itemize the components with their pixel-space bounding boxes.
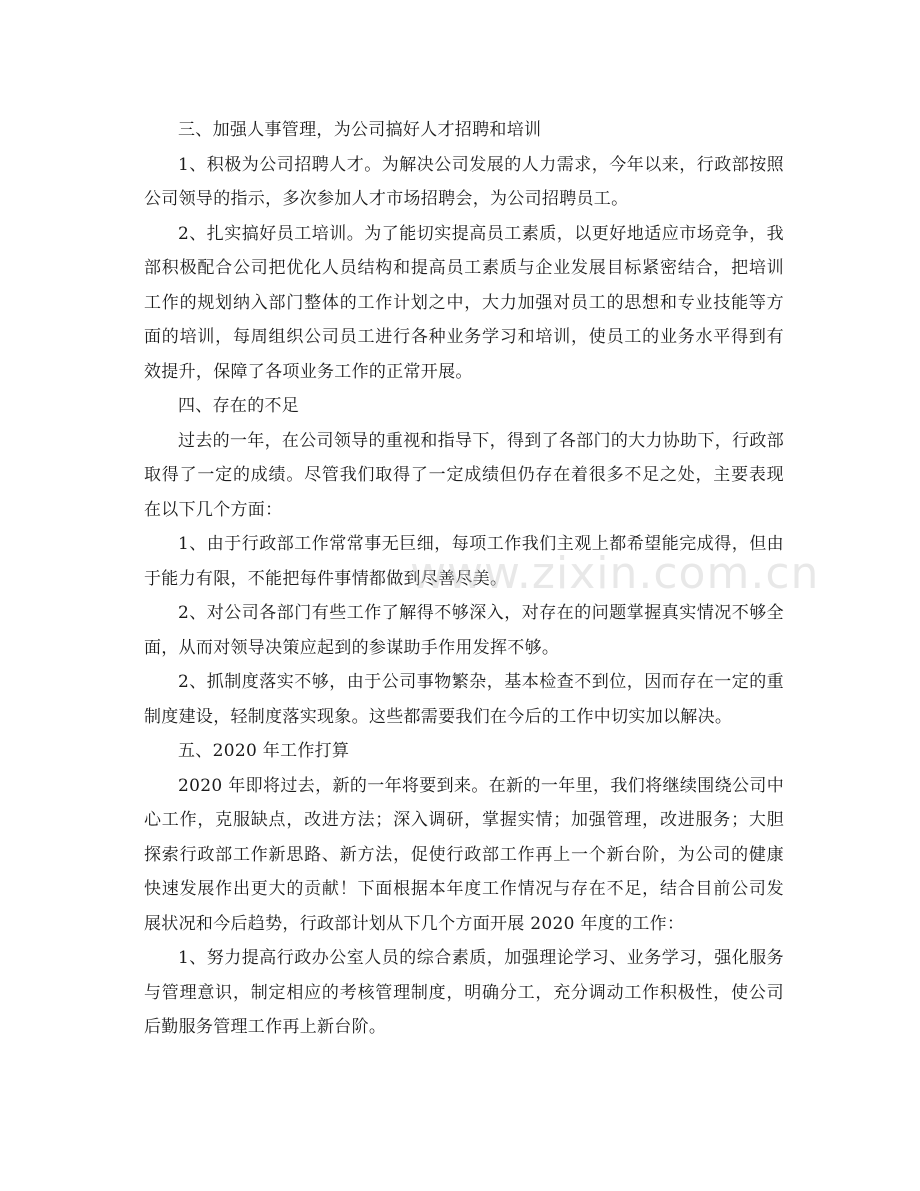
paragraph-shortcoming-1: 1、由于行政部工作常常事无巨细，每项工作我们主观上都希望能完成得，但由于能力有限，不能把每件事情都做到尽善尽美。 (144, 534, 784, 589)
paragraph-training: 2、扎实搞好员工培训。为了能切实提高员工素质，以更好地适应市场竞争，我部积极配合公司把优化人员结构和提高员工素质与企业发展目标紧密结合，把培训工作的规划纳入部门整体的工作计划之中，大力加强对员工的思想和专业技能等方面的培训，每周组织公司员工进行各种业务学习和培训，使员工的业务水平得到有效提升，保障了各项业务工作的正常开展。 (144, 223, 784, 382)
section-heading-personnel: 三、加强人事管理，为公司搞好人才招聘和培训 (178, 120, 542, 140)
paragraph-shortcoming-2: 2、对公司各部门有些工作了解得不够深入，对存在的问题掌握真实情况不够全面，从而对领导决策应起到的参谋助手作用发挥不够。 (144, 603, 784, 658)
section-heading-shortcomings: 四、存在的不足 (178, 396, 300, 416)
paragraph-shortcomings-intro: 过去的一年，在公司领导的重视和指导下，得到了各部门的大力协助下，行政部取得了一定的成绩。尽管我们取得了一定成绩但仍存在着很多不足之处，主要表现在以下几个方面： (144, 430, 784, 520)
section-heading-plan: 五、2020 年工作打算 (178, 741, 350, 761)
paragraph-plan-intro: 2020 年即将过去，新的一年将要到来。在新的一年里，我们将继续围绕公司中心工作，克服缺点，改进方法；深入调研，掌握实情；加强管理，改进服务；大胆探索行政部工作新思路、新方法，促使行政部工作再上一个新台阶，为公司的健康快速发展作出更大的贡献！下面根据本年度工作情况与存在不足，结合目前公司发展状况和今后趋势，行政部计划从下几个方面开展 2020 年度的工作： (144, 775, 784, 934)
paragraph-recruitment: 1、积极为公司招聘人才。为解决公司发展的人力需求，今年以来，行政部按照公司领导的指示，多次参加人才市场招聘会，为公司招聘员工。 (144, 154, 784, 209)
paragraph-shortcoming-3: 2、抓制度落实不够，由于公司事物繁杂，基本检查不到位，因而存在一定的重制度建设，轻制度落实现象。这些都需要我们在今后的工作中切实加以解决。 (144, 672, 784, 727)
watermark: www.zixin.com.cn (410, 548, 820, 599)
document-body (144, 113, 784, 1045)
paragraph-plan-1: 1、努力提高行政办公室人员的综合素质，加强理论学习、业务学习，强化服务与管理意识，制定相应的考核管理制度，明确分工，充分调动工作积极性，使公司后勤服务管理工作再上新台阶。 (144, 948, 784, 1037)
